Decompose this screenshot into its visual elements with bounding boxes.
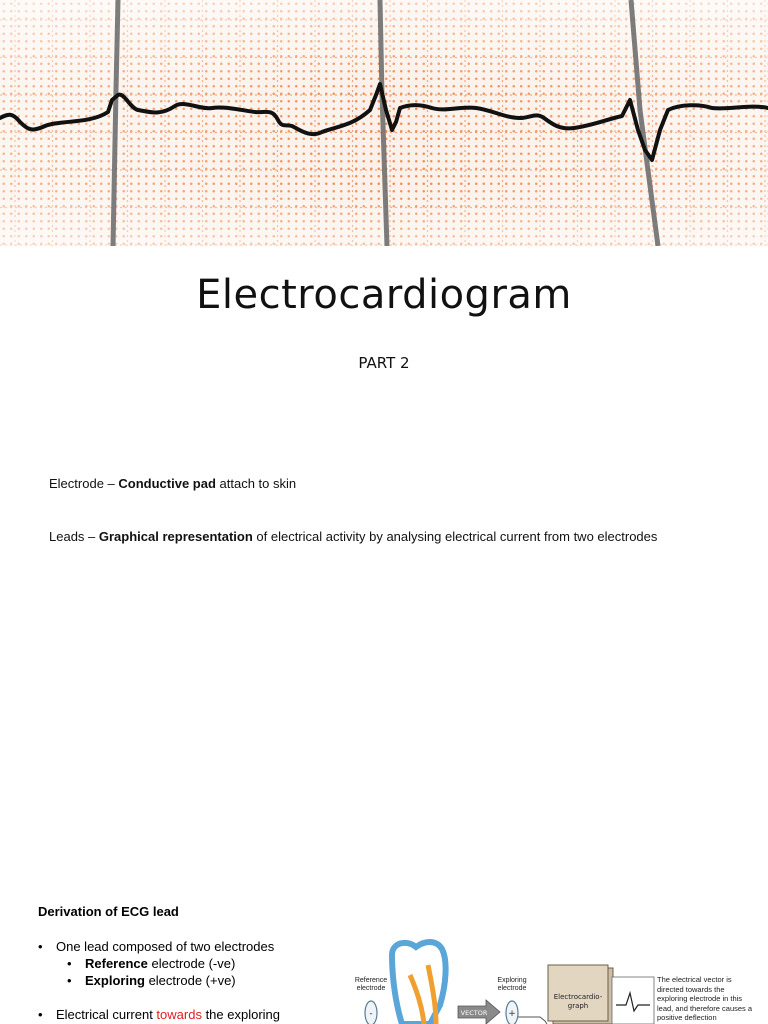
derivation-heading: Derivation of ECG lead [38, 904, 179, 919]
current-pre: Electrical current [56, 1007, 157, 1022]
exploring-electrode-label [490, 977, 534, 993]
reference-rest: electrode (-ve) [147, 956, 236, 971]
leads-rest: of electrical activity by analysing electrical current from two electrodes [252, 529, 658, 544]
derivation-bullets [38, 938, 328, 1023]
electrode-definition [49, 476, 296, 491]
electrode-term: Electrode [49, 476, 104, 491]
diagram-note: The electrical vector is directed towards the exploring electrode in this lead, and therefore causes a positive deflection [657, 975, 753, 1023]
exploring-bold: Exploring [85, 973, 145, 988]
sub-bullet-exploring [38, 972, 328, 989]
plus-sign: + [508, 1009, 516, 1019]
machine-label-1: Electrocardio- [553, 993, 603, 1001]
leads-term: Leads [49, 529, 85, 544]
exploring-label-1: Exploring [497, 977, 527, 984]
leads-dash: – [84, 529, 99, 544]
ecg-lead-diagram [350, 935, 760, 1024]
leads-bold: Graphical representation [98, 529, 253, 544]
machine-label-2: graph [567, 1002, 589, 1010]
minus-sign: - [369, 1009, 373, 1019]
electrode-dash: – [103, 476, 119, 491]
reference-electrode-label [350, 977, 392, 993]
electrode-bold: Conductive pad [118, 476, 216, 491]
page-subtitle: PART 2 [358, 354, 410, 372]
reference-label-1: Reference [354, 977, 388, 984]
hero-ecg-image [0, 0, 768, 246]
vector-label: VECTOR [460, 1009, 488, 1017]
reference-bold: Reference [85, 956, 148, 971]
exploring-label-2: electrode [497, 985, 527, 992]
reference-label-2: electrode [356, 985, 386, 992]
ecg-paper-output [612, 977, 654, 1024]
current-towards-red: towards [156, 1007, 202, 1022]
current-post: the exploring [201, 1007, 281, 1022]
bullet-one-lead [38, 938, 328, 955]
electrode-rest: attach to skin [215, 476, 297, 491]
ecg-grid-svg [0, 0, 768, 246]
bullet-one-lead-text: One lead composed of two electrodes [56, 939, 275, 954]
leads-definition [49, 529, 657, 544]
bullet-current-towards [38, 1006, 328, 1023]
exploring-rest: electrode (+ve) [144, 973, 236, 988]
sub-bullet-reference [38, 955, 328, 972]
page-title: Electrocardiogram [196, 272, 572, 318]
